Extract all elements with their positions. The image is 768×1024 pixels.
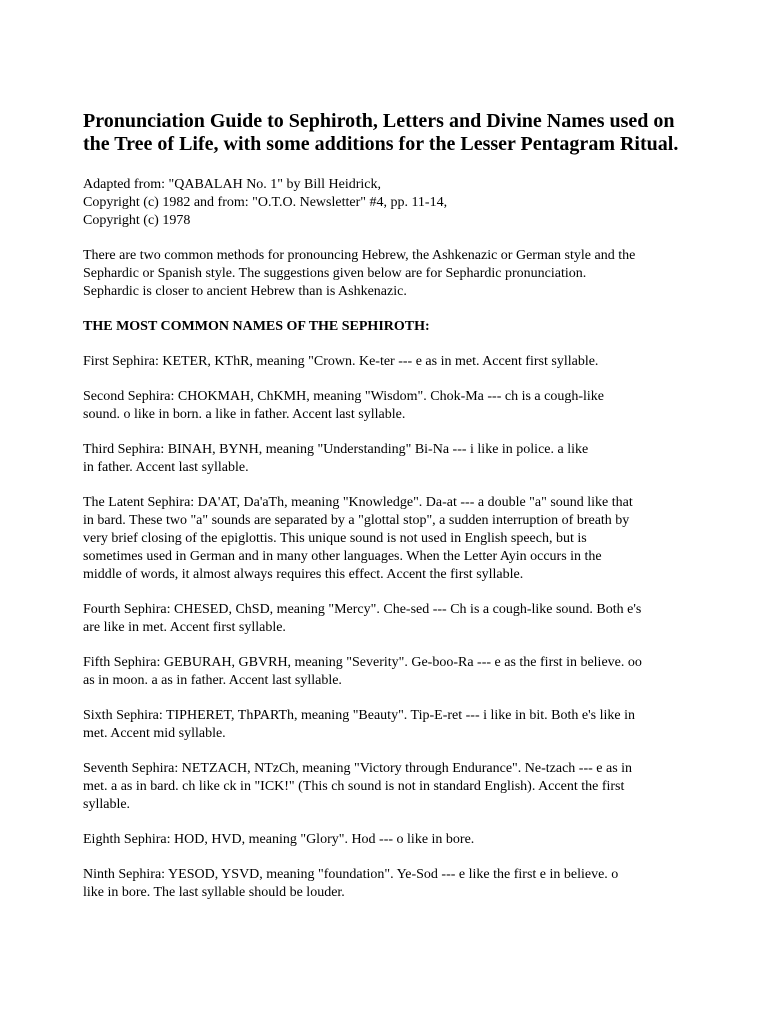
- entry-line: are like in met. Accent first syllable.: [83, 620, 286, 635]
- entry-line: The Latent Sephira: DA'AT, Da'aTh, meaning "Knowledge". Da-at --- a double "a" sound like that: [83, 495, 633, 510]
- section-heading: THE MOST COMMON NAMES OF THE SEPHIROTH:: [83, 319, 430, 334]
- sephira-entry: [83, 866, 698, 902]
- entry-line: First Sephira: KETER, KThR, meaning "Crown. Ke-ter --- e as in met. Accent first syllable.: [83, 354, 599, 369]
- entry-line: sometimes used in German and in many other languages. When the Letter Ayin occurs in the: [83, 549, 602, 564]
- entry-line: Fourth Sephira: CHESED, ChSD, meaning "Mercy". Che-sed --- Ch is a cough-like sound. Both e's: [83, 602, 642, 617]
- intro-line: There are two common methods for pronouncing Hebrew, the Ashkenazic or German style and the: [83, 248, 636, 263]
- entry-line: very brief closing of the epiglottis. This unique sound is not used in English speech, but is: [83, 531, 587, 546]
- source-line: Copyright (c) 1982 and from: "O.T.O. Newsletter" #4, pp. 11-14,: [83, 195, 448, 210]
- entry-line: met. a as in bard. ch like ck in "ICK!" (This ch sound is not in standard English). Accent the first: [83, 779, 625, 794]
- sephira-entry: [83, 760, 698, 814]
- title-line: the Tree of Life, with some additions for the Lesser Pentagram Ritual.: [83, 133, 679, 155]
- entry-line: as in moon. a as in father. Accent last syllable.: [83, 673, 342, 688]
- entry-line: sound. o like in born. a like in father. Accent last syllable.: [83, 407, 406, 422]
- sephira-entry: [83, 654, 698, 690]
- entry-line: syllable.: [83, 797, 131, 812]
- document-title: [83, 110, 698, 156]
- source-attribution: [83, 176, 698, 230]
- entry-line: met. Accent mid syllable.: [83, 726, 226, 741]
- entry-line: Eighth Sephira: HOD, HVD, meaning "Glory". Hod --- o like in bore.: [83, 832, 475, 847]
- sephira-entry: [83, 441, 698, 477]
- entry-line: Ninth Sephira: YESOD, YSVD, meaning "foundation". Ye-Sod --- e like the first e in believe. o: [83, 867, 619, 882]
- title-line: Pronunciation Guide to Sephiroth, Letters and Divine Names used on: [83, 110, 675, 132]
- source-line: Adapted from: "QABALAH No. 1" by Bill Heidrick,: [83, 177, 381, 192]
- sephira-entry: [83, 601, 698, 637]
- entry-line: like in bore. The last syllable should be louder.: [83, 885, 345, 900]
- intro-line: Sephardic is closer to ancient Hebrew than is Ashkenazic.: [83, 284, 407, 299]
- document-page: [83, 110, 698, 919]
- entry-line: middle of words, it almost always requires this effect. Accent the first syllable.: [83, 567, 524, 582]
- sephira-entry: [83, 707, 698, 743]
- source-line: Copyright (c) 1978: [83, 213, 191, 228]
- entry-line: Seventh Sephira: NETZACH, NTzCh, meaning "Victory through Endurance". Ne-tzach --- e as in: [83, 761, 633, 776]
- entry-line: Sixth Sephira: TIPHERET, ThPARTh, meaning "Beauty". Tip-E-ret --- i like in bit. Both e's like in: [83, 708, 635, 723]
- sephira-entry: [83, 353, 698, 371]
- entry-line: Third Sephira: BINAH, BYNH, meaning "Understanding" Bi-Na --- i like in police. a like: [83, 442, 589, 457]
- entry-line: in father. Accent last syllable.: [83, 460, 249, 475]
- intro-paragraph: [83, 247, 698, 301]
- sephira-entry: [83, 494, 698, 584]
- sephira-entry: [83, 388, 698, 424]
- entry-line: Second Sephira: CHOKMAH, ChKMH, meaning "Wisdom". Chok-Ma --- ch is a cough-like: [83, 389, 605, 404]
- intro-line: Sephardic or Spanish style. The suggestions given below are for Sephardic pronunciation.: [83, 266, 587, 281]
- entry-line: Fifth Sephira: GEBURAH, GBVRH, meaning "Severity". Ge-boo-Ra --- e as the first in believe. oo: [83, 655, 642, 670]
- sephira-entry: [83, 831, 698, 849]
- entry-line: in bard. These two "a" sounds are separated by a "glottal stop", a sudden interruption of breath by: [83, 513, 630, 528]
